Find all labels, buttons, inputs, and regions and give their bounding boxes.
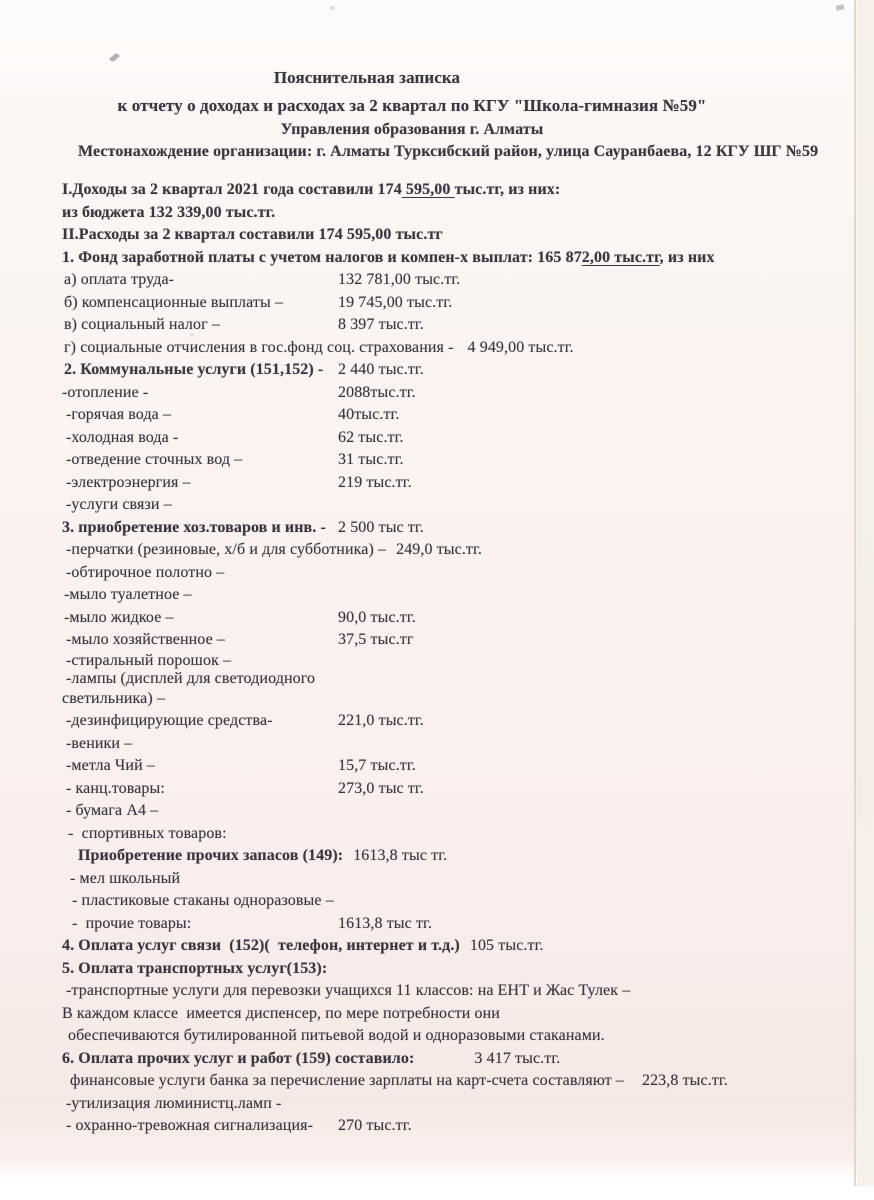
- doc-line: [62, 449, 837, 472]
- line-label: - пластиковые стаканы одноразовые –: [72, 892, 334, 909]
- doc-line: [62, 314, 837, 337]
- line-value: 2 500 тыс тг.: [338, 518, 424, 536]
- line-label: -веники –: [66, 734, 133, 752]
- doc-line: [62, 629, 837, 652]
- doc-department-row: [62, 118, 762, 141]
- doc-subtitle: к отчету о доходах и расходах за 2 квартал по КГУ "Школа-гимназия №59": [117, 96, 707, 115]
- document-content: [62, 66, 837, 1138]
- line-value: 2 440 тыс.тг.: [338, 361, 424, 378]
- line-label: 2. Коммунальные услуги (151,152) -: [64, 361, 324, 378]
- doc-line: [62, 427, 837, 450]
- doc-line: [62, 1093, 837, 1116]
- doc-line: [62, 562, 837, 585]
- line-label: -лампы (дисплей для светодиодного: [66, 669, 316, 687]
- doc-line: [62, 688, 837, 711]
- doc-department: Управления образования г. Алматы: [280, 121, 544, 138]
- doc-line: [62, 868, 837, 891]
- line-label: -отведение сточных вод –: [66, 451, 243, 468]
- line-label: [62, 179, 560, 202]
- line-label: -утилизация люминистц.ламп -: [66, 1094, 282, 1112]
- line-label: а) оплата труда-: [64, 271, 175, 288]
- line-label: 4. Оплата услуг связи (152)( телефон, интернет и т.д.): [62, 937, 460, 954]
- line-label: -мыло хозяйственное –: [66, 631, 225, 648]
- underlined-text: 2,00 тыс.тг: [581, 248, 660, 266]
- line-value: 90,0 тыс.тг.: [338, 608, 416, 626]
- label-text: I.Доходы за 2 квартал 2021 года составили 174: [62, 181, 402, 198]
- line-value: 1613,8 тыс тг.: [338, 914, 432, 932]
- doc-line: [62, 800, 837, 823]
- line-label: [62, 247, 715, 270]
- scan-speck: [330, 6, 335, 10]
- line-label: - охранно-тревожная сигнализация-: [66, 1117, 314, 1134]
- line-label: 3. приобретение хоз.товаров и инв. -: [62, 518, 326, 536]
- line-value: 132 781,00 тыс.тг.: [338, 271, 461, 288]
- doc-line: [62, 710, 837, 733]
- line-label: -транспортные услуги для перевозки учащихся 11 классов: на ЕНТ и Жас Тулек –: [66, 982, 631, 999]
- line-value: 37,5 тыс.тг: [338, 631, 414, 648]
- line-label: - спортивных товаров:: [68, 824, 227, 842]
- scan-edge-line: [854, 0, 856, 1186]
- doc-line: [62, 1048, 837, 1071]
- line-label: -горячая вода –: [66, 406, 172, 423]
- line-value: 31 тыс.тг.: [338, 451, 404, 468]
- doc-line: [62, 224, 837, 247]
- doc-line: [62, 517, 837, 540]
- heading-spacer: [62, 163, 837, 179]
- line-label: светильника) –: [62, 689, 165, 707]
- scan-speck: [109, 53, 120, 62]
- doc-line: [62, 890, 837, 913]
- line-label: обеспечиваются бутилированной питьевой водой и одноразовыми стаканами.: [68, 1027, 605, 1044]
- line-value: 3 417 тыс.тг.: [474, 1049, 561, 1067]
- line-label: -холодная вода -: [66, 428, 179, 446]
- doc-line: [62, 607, 837, 630]
- doc-organization-address: Местонахождение организации: г. Алматы Турксибский район, улица Сауранбаева, 12 КГУ ШГ №59: [78, 143, 819, 160]
- doc-title-row: [62, 66, 672, 94]
- doc-line: [62, 652, 837, 670]
- doc-line: [62, 404, 837, 427]
- line-label: г) социальные отчисления в гос.фонд соц. страхования -: [64, 338, 454, 356]
- line-label: II.Расходы за 2 квартал составили 174 595,00 тыс.тг: [62, 226, 443, 243]
- scan-edge-strip: [857, 0, 874, 1186]
- line-value: 2088тыс.тг.: [338, 383, 416, 401]
- label-text: 1. Фонд заработной платы с учетом налогов и компен-х выплат: 165 87: [62, 248, 582, 266]
- doc-line: [62, 913, 837, 936]
- line-label: - прочие товары:: [72, 914, 192, 932]
- doc-line: [62, 845, 837, 868]
- doc-line: [62, 494, 837, 517]
- line-label: - мел школьный: [70, 869, 181, 887]
- line-value: 221,0 тыс.тг.: [338, 712, 424, 729]
- line-value: 270 тыс.тг.: [338, 1117, 412, 1134]
- doc-title: Пояснительная записка: [273, 68, 461, 87]
- line-label: б) компенсационные выплаты –: [64, 293, 284, 311]
- line-label: 5. Оплата транспортных услуг(153):: [62, 959, 328, 977]
- line-label: -стиральный порошок –: [66, 651, 232, 669]
- line-value: 8 397 тыс.тг.: [338, 316, 424, 333]
- line-label: -мыло туалетное –: [64, 586, 192, 603]
- line-label: В каждом классе имеется диспенсер, по мере потребности они: [62, 1004, 500, 1022]
- doc-line: [62, 733, 837, 756]
- line-label: - канц.товары:: [66, 779, 165, 797]
- doc-line: [62, 980, 837, 1003]
- doc-line: [62, 472, 837, 495]
- doc-line: [62, 935, 837, 958]
- underlined-text: 595,00: [401, 181, 455, 198]
- line-value: 19 745,00 тыс.тг.: [338, 293, 453, 311]
- line-label: -перчатки (резиновые, х/б и для субботника) –: [66, 541, 387, 558]
- line-label: в) социальный налог –: [64, 316, 220, 333]
- doc-line: [62, 778, 837, 801]
- doc-line: [62, 823, 837, 846]
- line-value: 105 тыс.тг.: [469, 937, 544, 954]
- doc-lines: [62, 179, 837, 1138]
- line-label: -электроэнергия –: [66, 473, 191, 491]
- line-value: 219 тыс.тг.: [338, 473, 412, 491]
- line-label: -обтирочное полотно –: [66, 563, 225, 581]
- line-value: 15,7 тыс.тг.: [338, 757, 416, 774]
- doc-line: [62, 382, 837, 405]
- doc-line: [62, 202, 837, 225]
- doc-line: [62, 958, 837, 981]
- doc-subtitle-row: [62, 94, 762, 118]
- doc-line: [62, 1115, 837, 1138]
- scan-speck: [836, 4, 845, 11]
- doc-line: [62, 292, 837, 315]
- line-value: 249,0 тыс.тг.: [396, 541, 482, 558]
- line-value: 223,8 тыс.тг.: [641, 1072, 728, 1089]
- line-label: -мыло жидкое –: [64, 608, 174, 626]
- line-label: Приобретение прочих запасов (149):: [78, 847, 344, 864]
- doc-line: [62, 247, 837, 270]
- doc-line: [62, 584, 837, 607]
- line-label: 6. Оплата прочих услуг и работ (159) составило:: [62, 1049, 415, 1067]
- line-value: 40тыс.тг.: [338, 406, 400, 423]
- line-label: -отопление -: [62, 383, 149, 401]
- doc-line: [62, 337, 837, 360]
- line-value: 62 тыс.тг.: [338, 428, 404, 446]
- label-text: , из них: [659, 248, 715, 266]
- doc-line: [62, 755, 837, 778]
- doc-line: [62, 1070, 837, 1093]
- line-value: 273,0 тыс тг.: [338, 779, 424, 797]
- doc-line: [62, 1025, 837, 1048]
- line-label: -дезинфицирующие средства-: [66, 712, 273, 729]
- line-label: - бумага А4 –: [66, 802, 159, 819]
- line-value: 1613,8 тыс тг.: [353, 847, 448, 864]
- doc-line: [62, 1003, 837, 1026]
- doc-line: [62, 179, 837, 202]
- line-label: -услуги связи –: [66, 496, 172, 513]
- doc-line: [62, 539, 837, 562]
- doc-line: [62, 269, 837, 292]
- line-value: 4 949,00 тыс.тг.: [467, 338, 574, 356]
- line-label: -метла Чий –: [66, 757, 155, 774]
- line-label: финансовые услуги банка за перечисление зарплаты на карт-счета составляют –: [70, 1072, 624, 1089]
- label-text: тыс.тг, из них:: [454, 181, 561, 198]
- line-label: из бюджета 132 339,00 тыс.тг.: [62, 203, 276, 221]
- doc-line: [62, 359, 837, 382]
- doc-line: [62, 670, 837, 688]
